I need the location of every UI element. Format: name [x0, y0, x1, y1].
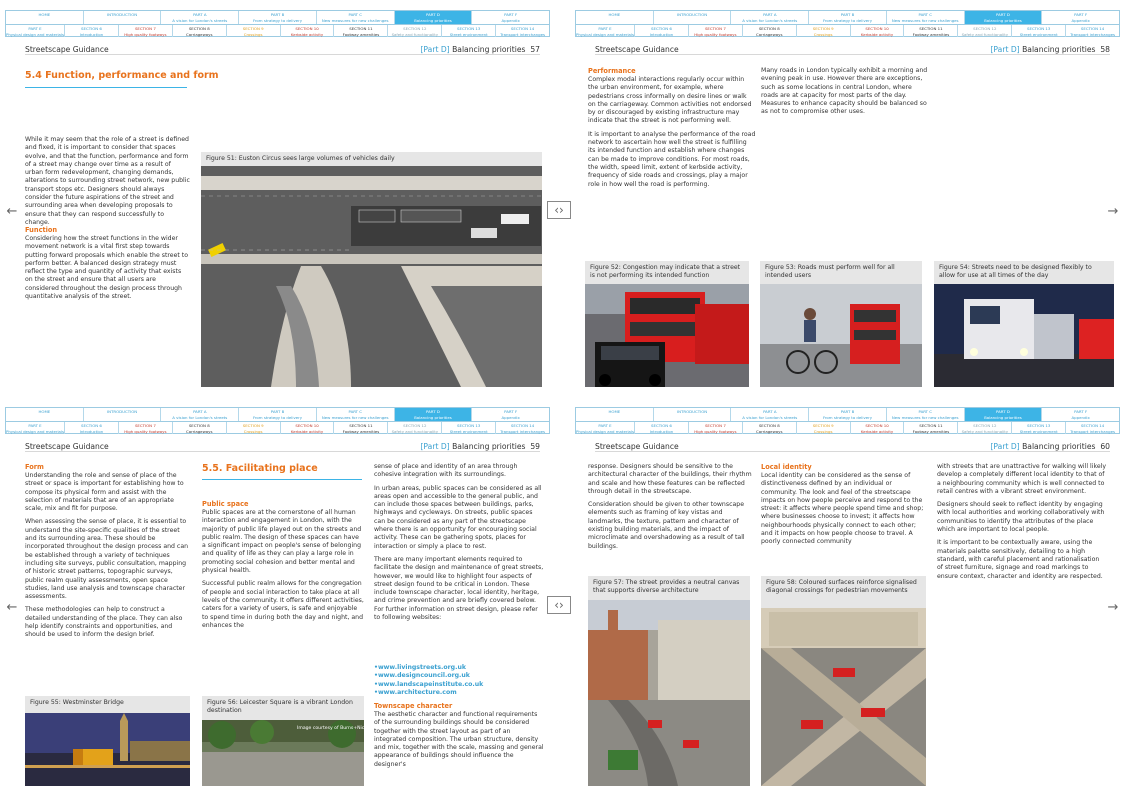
aerial-road-image: [201, 166, 542, 387]
local-identity-heading: Local identity: [761, 463, 812, 471]
nav-section-11[interactable]: SECTION 11 Footway amenities: [334, 422, 388, 434]
link-landscapeinstitute[interactable]: • www.landscapeinstitute.co.uk: [374, 681, 544, 689]
form-heading: Form: [25, 463, 44, 471]
nav-section-8[interactable]: SECTION 8 Carriageways: [173, 422, 227, 434]
column-3: with streets that are unattractive for walking will likely develop a completely different local identity to that of a neighbouring community which is well connected to retail centres with a vibrant street environment. Designers should seek to reflect identity by engaging with local authorities and working collaboratively with communities to identify the attributes of the place which are important to local people. It is important to be contextually aware, using the materials palette sensitively, detailing to a high standard, with careful placement and rationalisation of street furniture, signage and road markings to ensure context, character and identity are respected.: [937, 463, 1107, 580]
nav-part-c[interactable]: PART C New measures for new challenges: [317, 408, 395, 421]
public-space-column: Public spaces are at the cornerstone of all human interaction and engagement in London, with the majority of public life played out on the streets and public realm. The design of these spaces can have a significant impact on people's sense of belonging and quality of life as they can play a large role in promoting social cohesion and better mental and physical health. Successful public realm allows for the congregation of people and social interaction to take place at all levels of the community. It offers different activities, caters for a variety of users, is safe and enjoyable to spend time in during both the day and night, and enhances the: [202, 509, 364, 629]
figure-caption: Figure 54: Streets need to be designed flexibly to allow for use at all times of the day: [939, 264, 1092, 279]
nav-section-11[interactable]: SECTION 11 Footway amenities: [334, 25, 388, 37]
nav-part-e[interactable]: PART E Physical design and materials: [6, 423, 65, 434]
nav-section-14[interactable]: SECTION 14 Transport interchanges: [1070, 423, 1116, 434]
nav-introduction[interactable]: INTRODUCTION: [84, 11, 162, 24]
nav-section-8[interactable]: SECTION 8 Carriageways: [743, 25, 797, 37]
site-title: Streetscape Guidance: [25, 442, 109, 451]
nav-section-13[interactable]: SECTION 13 Street environment: [442, 25, 496, 37]
nav-home[interactable]: HOME: [576, 11, 654, 24]
nav-section-7[interactable]: SECTION 7 High quality footways: [119, 422, 173, 434]
nav-part-d[interactable]: PART D Balancing priorities: [965, 11, 1043, 24]
section-navbar: [575, 10, 1120, 37]
nav-part-f[interactable]: PART F Appendix: [501, 12, 520, 23]
image-credit: Image courtesy of Burns+Nice: [297, 726, 368, 731]
column-1: response. Designers should be sensitive to the architectural character of the buildings, their rhythm and scale and how these features can be reflected through detail in the streetscape. Consideration should be given to other townscape elements such as framing of key vistas and landmarks, the texture, pattern and character of existing building materials, and the impact of microclimate and overshadowing as a result of tall buildings.: [588, 463, 752, 550]
nav-home[interactable]: HOME: [6, 408, 84, 421]
link-designcouncil[interactable]: • www.designcouncil.org.uk: [374, 672, 544, 680]
figure-caption: Figure 51: Euston Circus sees large volumes of vehicles daily: [206, 155, 395, 162]
nav-section-13[interactable]: SECTION 13 Street environment: [1012, 422, 1066, 434]
nav-section-12[interactable]: SECTION 12 Safety and functionality: [388, 25, 442, 37]
nav-section-11[interactable]: SECTION 11 Footway amenities: [904, 25, 958, 37]
site-title: Streetscape Guidance: [595, 45, 679, 54]
title-rule: [202, 479, 362, 480]
euston-circus-photo: [201, 166, 542, 387]
intro-paragraph: While it may seem that the role of a street is defined and fixed, it is important to consider that spaces evolve, and that the function, performance and form of a street may change over time as a result of urban form redevelopment, changing demands, alterations to surrounding street network, new public transport stops etc. Designers should always consider the future aspirations of the street and surrounding area when developing proposals to ensure that they can respond successfully to change.: [25, 136, 190, 226]
figure-51: [201, 152, 542, 387]
spread-divider-icon[interactable]: ‹›: [547, 596, 571, 614]
prev-page-arrow[interactable]: ←: [6, 204, 18, 219]
cyclist-photo: [760, 284, 922, 387]
local-identity-column: Local identity can be considered as the sense of distinctiveness defined by an individual or community. The look and feel of the streetscape impacts on how people perceive and respond to the street: it affects where people spend time and shop; where businesses choose to invest; it affects how neighbourhoods physically connect to each other; and it impacts on how people choose to travel. A poorly connected community: [761, 472, 924, 546]
resource-links: [374, 664, 544, 697]
nav-part-a[interactable]: PART A A vision for London's streets: [731, 408, 809, 421]
nav-section-7[interactable]: SECTION 7 High quality footways: [119, 25, 173, 37]
nav-part-d[interactable]: PART D Balancing priorities: [395, 408, 473, 421]
nav-home[interactable]: HOME: [6, 11, 84, 24]
nav-part-a[interactable]: PART A A vision for London's streets: [731, 11, 809, 24]
section-title: 5.5. Facilitating place: [202, 463, 318, 474]
townscape-heading: Townscape character: [374, 702, 453, 710]
nav-section-9[interactable]: SECTION 9 Crossings: [797, 25, 851, 37]
nav-introduction[interactable]: INTRODUCTION: [84, 408, 162, 421]
nav-part-e[interactable]: PART E Physical design and materials: [576, 26, 635, 37]
performance-heading: Performance: [588, 67, 636, 75]
nav-home[interactable]: HOME: [576, 408, 654, 421]
nav-section-14[interactable]: SECTION 14 Transport interchanges: [500, 423, 546, 434]
breadcrumb: [Part D] Balancing priorities 58: [990, 45, 1110, 54]
function-paragraph: Considering how the street functions in the wider movement network is a vital first step towards putting forward proposals which enable the street to perform better. A balanced design strategy must reflect the type and quantity of activity that exists on the street and ensure that all users are considered throughout the design process through quantitative analysis of the street.: [25, 235, 189, 301]
next-page-arrow[interactable]: →: [1107, 204, 1119, 219]
bus-taxi-image: [585, 284, 749, 387]
link-livingstreets[interactable]: • www.livingstreets.org.uk: [374, 664, 544, 672]
bridge-dusk-image: [25, 713, 190, 786]
link-architecture[interactable]: • www.architecture.com: [374, 689, 544, 697]
page-57: [5, 3, 550, 393]
nav-section-14[interactable]: SECTION 14 Transport interchanges: [1070, 26, 1116, 37]
figure-caption: Figure 58: Coloured surfaces reinforce signalised diagonal crossings for pedestrian movements: [766, 579, 917, 594]
form-column: Understanding the role and sense of place of the street or space is important for establishing how to compose its physical form and assist with the selection of materials that are of an appropriate scale, mix and fit for purpose. When assessing the sense of place, it is essential to understand the site-specific qualities of the street and its surrounding area. These should be incorporated throughout the design process and can be established through a variety of techniques including site surveys, public consultation, mapping of historic street patterns, topographic surveys, public realm quality assessments, open space studies, land use analysis and townscape character assessments. These methodologies can help to construct a detailed understanding of the place. They can also help identify constraints and opportunities, and should be used to inform the design brief.: [25, 472, 189, 639]
figure-caption: Figure 52: Congestion may indicate that a street is not performing its intended function: [590, 264, 741, 279]
nav-section-10[interactable]: SECTION 10 Kerbside activity: [281, 25, 335, 37]
nav-part-b[interactable]: PART B From strategy to delivery: [809, 408, 887, 421]
nav-section-6[interactable]: SECTION 6 Introduction: [65, 422, 119, 434]
street-architecture-photo: [588, 600, 750, 786]
nav-section-9[interactable]: SECTION 9 Crossings: [227, 422, 281, 434]
nav-part-d[interactable]: PART D Balancing priorities: [395, 11, 473, 24]
nav-section-12[interactable]: SECTION 12 Safety and functionality: [958, 422, 1012, 434]
figure-52: [585, 261, 749, 387]
figure-caption: Figure 55: Westminster Bridge: [30, 699, 124, 706]
nav-section-9[interactable]: SECTION 9 Crossings: [797, 422, 851, 434]
section-title: 5.4 Function, performance and form: [25, 70, 219, 81]
section-navbar: [575, 407, 1120, 434]
diagonal-crossing-photo: [761, 608, 926, 786]
performance-column-2: Many roads in London typically exhibit a morning and evening peak in use. However there are exceptions, such as some locations in central London, where roads are at capacity for most parts of the day. Measures to enhance capacity should be balanced so as not to compromise other uses.: [761, 67, 928, 116]
figure-55: [25, 696, 190, 786]
page-header: [25, 43, 540, 55]
cyclist-bus-image: [760, 284, 922, 387]
next-page-arrow[interactable]: →: [1107, 600, 1119, 615]
figure-57: [588, 576, 750, 786]
truck-photo: [934, 284, 1114, 387]
figure-56: [202, 696, 368, 786]
nav-part-a[interactable]: PART A A vision for London's streets: [161, 11, 239, 24]
nav-section-8[interactable]: SECTION 8 Carriageways: [173, 25, 227, 37]
nav-section-10[interactable]: SECTION 10 Kerbside activity: [851, 25, 905, 37]
page-59: [5, 400, 550, 790]
nav-section-9[interactable]: SECTION 9 Crossings: [227, 25, 281, 37]
nav-part-c[interactable]: PART C New measures for new challenges: [887, 408, 965, 421]
nav-part-c[interactable]: PART C New measures for new challenges: [887, 11, 965, 24]
title-rule: [25, 87, 187, 88]
nav-section-12[interactable]: SECTION 12 Safety and functionality: [388, 422, 442, 434]
figure-58: [761, 576, 926, 786]
section-navbar: [5, 407, 550, 434]
westminster-bridge-photo: [25, 713, 190, 786]
prev-page-arrow[interactable]: ←: [6, 600, 18, 615]
nav-section-12[interactable]: SECTION 12 Safety and functionality: [958, 25, 1012, 37]
nav-part-d[interactable]: PART D Balancing priorities: [965, 408, 1043, 421]
nav-section-6[interactable]: SECTION 6 Introduction: [65, 25, 119, 37]
nav-section-10[interactable]: SECTION 10 Kerbside activity: [851, 422, 905, 434]
function-heading: Function: [25, 226, 58, 234]
breadcrumb: [Part D] Balancing priorities 59: [420, 442, 540, 451]
site-title: Streetscape Guidance: [25, 45, 109, 54]
site-title: Streetscape Guidance: [595, 442, 679, 451]
nav-part-b[interactable]: PART B From strategy to delivery: [239, 11, 317, 24]
nav-part-f[interactable]: PART F Appendix: [501, 409, 520, 420]
oxford-circus-image: [761, 608, 926, 786]
page-header: [25, 440, 540, 452]
nav-section-6[interactable]: SECTION 6 Introduction: [635, 25, 689, 37]
public-space-heading: Public space: [202, 500, 249, 508]
section-navbar: [5, 10, 550, 37]
nav-section-6[interactable]: SECTION 6 Introduction: [635, 422, 689, 434]
performance-column-1: Complex modal interactions regularly occur within the urban environment, for example, where pedestrians cross informally on desire lines or walk on the carriageway. Common activities not endorsed by or discouraged by existing infrastructure may indicate that the street is not performing well. It is important to analyse the performance of the road network to ascertain how well the street is fulfilling its intended function and establish where changes can be made to improve conditions. For most roads, the width, speed limit, extent of kerbside activity, frequency of side roads and crossings, play a major role in how well the road is performing.: [588, 76, 756, 188]
nav-part-c[interactable]: PART C New measures for new challenges: [317, 11, 395, 24]
figure-caption: Figure 53: Roads must perform well for all intended users: [765, 264, 895, 279]
spread-divider-icon[interactable]: ‹›: [547, 201, 571, 219]
nav-part-e[interactable]: PART E Physical design and materials: [576, 423, 635, 434]
nav-introduction[interactable]: INTRODUCTION: [654, 11, 732, 24]
figure-caption: Figure 57: The street provides a neutral canvas that supports diverse architecture: [593, 579, 740, 594]
night-traffic-image: [934, 284, 1114, 387]
page-58: [554, 3, 1120, 393]
breadcrumb: [Part D] Balancing priorities 60: [990, 442, 1110, 451]
page-60: [554, 400, 1120, 790]
nav-section-14[interactable]: SECTION 14 Transport interchanges: [500, 26, 546, 37]
nav-introduction[interactable]: INTRODUCTION: [654, 408, 732, 421]
street-aerial-image: [588, 600, 750, 786]
townscape-paragraph: The aesthetic character and functional requirements of the surrounding buildings should be considered together with the street layout as part of an integrated composition. The urban structure, density and mix, together with the scale, massing and general appearance of buildings should influence the designer's: [374, 711, 544, 768]
square-crowd-image: [202, 720, 368, 786]
page-header: [595, 440, 1110, 452]
nav-part-a[interactable]: PART A A vision for London's streets: [161, 408, 239, 421]
nav-section-7[interactable]: SECTION 7 High quality footways: [689, 25, 743, 37]
nav-section-11[interactable]: SECTION 11 Footway amenities: [904, 422, 958, 434]
nav-section-8[interactable]: SECTION 8 Carriageways: [743, 422, 797, 434]
nav-part-b[interactable]: PART B From strategy to delivery: [809, 11, 887, 24]
nav-section-13[interactable]: SECTION 13 Street environment: [1012, 25, 1066, 37]
nav-section-13[interactable]: SECTION 13 Street environment: [442, 422, 496, 434]
nav-section-7[interactable]: SECTION 7 High quality footways: [689, 422, 743, 434]
nav-part-e[interactable]: PART E Physical design and materials: [6, 26, 65, 37]
column-3: sense of place and identity of an area through cohesive integration with its surroundings. In urban areas, public spaces can be considered as all areas open and accessible to the general public, and can include those spaces between buildings, parks, highways and cycleways. On streets, public spaces can be considered as any part of the streetscape where there is an opportunity for encouraging social activity. These can be gathering spots, places for interaction or simply a place to rest. There are many important elements required to facilitate the design and maintenance of great streets, however, we would like to highlight four aspects of street design found to be critical in London. These include townscape character, local identity, heritage, and crime prevention and are briefly covered below. For further information on street design, please refer to following websites:: [374, 463, 544, 622]
nav-part-b[interactable]: PART B From strategy to delivery: [239, 408, 317, 421]
congestion-photo: [585, 284, 749, 387]
nav-section-10[interactable]: SECTION 10 Kerbside activity: [281, 422, 335, 434]
leicester-square-photo: [202, 720, 368, 786]
figure-53: [760, 261, 922, 387]
page-header: [595, 43, 1110, 55]
figure-54: [934, 261, 1114, 387]
nav-part-f[interactable]: PART F Appendix: [1071, 12, 1090, 23]
nav-part-f[interactable]: PART F Appendix: [1071, 409, 1090, 420]
figure-caption: Figure 56: Leicester Square is a vibrant London destination: [207, 699, 353, 714]
breadcrumb: [Part D] Balancing priorities 57: [420, 45, 540, 54]
